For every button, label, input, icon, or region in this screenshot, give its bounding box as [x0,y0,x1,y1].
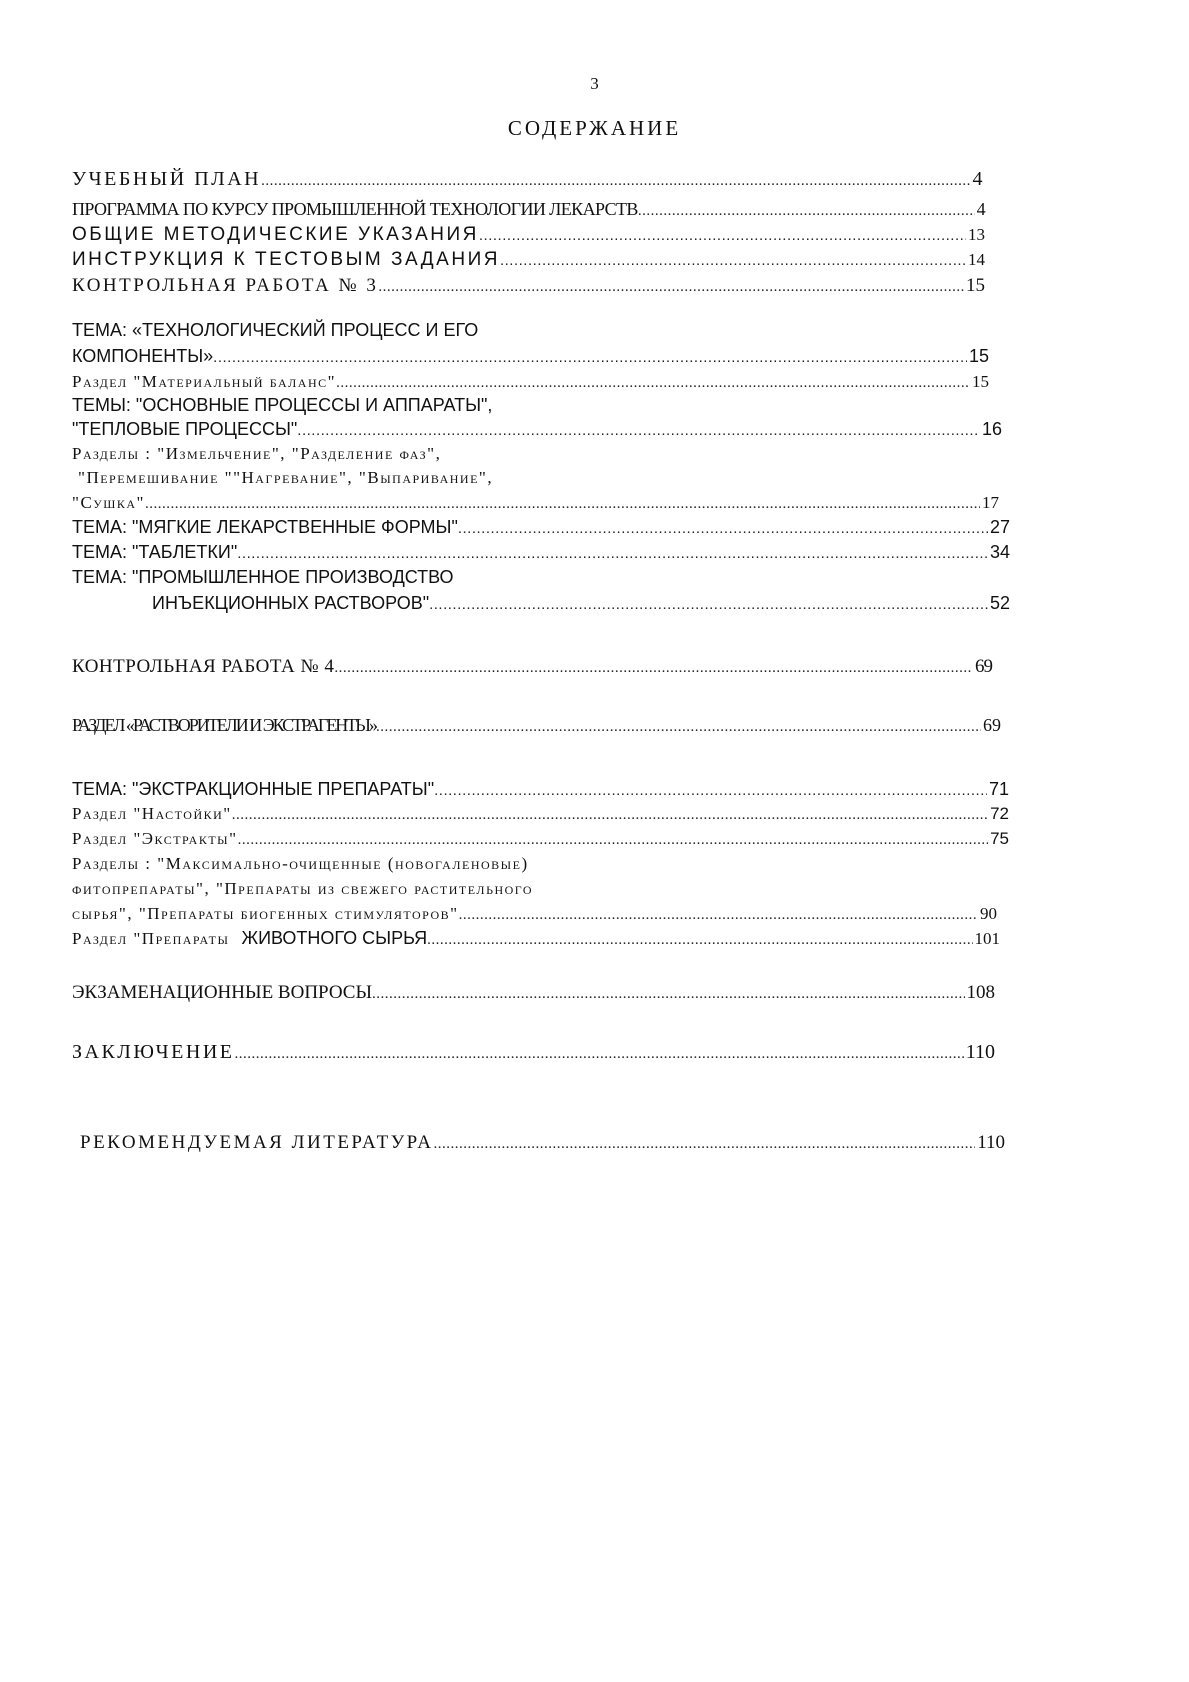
dot-leader [237,545,988,562]
toc-page-number: 15 [968,346,989,366]
toc-entry-label: РАЗДЕЛ «РАСТВОРИТЕЛИ И ЭКСТРАГЕНТЫ» [72,715,376,735]
toc-page-number: 16 [981,419,1002,439]
toc-entry-label: ТЕМА: "МЯГКИЕ ЛЕКАРСТВЕННЫЕ ФОРМЫ" [72,517,458,537]
toc-page-number: 4 [972,168,985,190]
dot-leader [479,227,966,244]
toc-entry-label: РЕКОМЕНДУЕМАЯ ЛИТЕРАТУРА [80,1132,434,1153]
toc-entry-kontrolnaya-3 [72,275,985,297]
toc-page-number: 4 [976,199,985,219]
dot-leader [261,173,970,190]
dot-leader [372,986,964,1003]
toc-entry-temy-osnovnye [72,419,1002,440]
toc-entry-razdel-material [72,372,989,392]
toc-entry-tema-inekc [152,593,1010,614]
dot-leader [429,596,988,613]
dot-leader [234,1046,963,1063]
toc-entry-literatura [80,1132,1005,1154]
toc-page-number: 72 [990,804,1009,823]
toc-page-number: 15 [966,275,985,296]
toc-page-number: 75 [990,829,1009,848]
toc-entry-label: ОБЩИЕ МЕТОДИЧЕСКИЕ УКАЗАНИЯ [72,224,479,245]
toc-entry-tema-tekhnolog-line1: ТЕМА: «ТЕХНОЛОГИЧЕСКИЙ ПРОЦЕСС И ЕГО [72,320,479,340]
page-title: СОДЕРЖАНИЕ [507,116,682,140]
toc-entry-label: ИНЪЕКЦИОННЫХ РАСТВОРОВ" [152,593,430,613]
toc-entry-tema-tekhnolog [72,346,989,367]
toc-page-number: 90 [980,904,997,923]
toc-entry-razdely-maks-line1: Разделы : "Максимально-очищенные (новогаленовые) [72,854,529,873]
dot-leader [638,203,975,220]
toc-entry-ekzamen [72,982,995,1004]
toc-entry-label: Раздел "Экстракты" [72,829,238,848]
toc-entry-label: сырья", "Препараты биогенных стимуляторов" [72,904,459,923]
dot-leader [427,932,972,949]
dot-leader [297,422,980,439]
toc-entry-label: Раздел "Настойки" [72,804,232,823]
toc-entry-obshchie [72,224,985,246]
toc-entry-tema-tabletki [72,542,1010,563]
toc-entry-label: ИНСТРУКЦИЯ К ТЕСТОВЫМ ЗАДАНИЯ [72,249,500,270]
toc-entry-zaklyuchenie [72,1041,995,1064]
toc-page-number: 108 [966,982,995,1003]
toc-entry-kontrolnaya-4 [72,656,992,678]
dot-leader [434,1136,976,1153]
toc-entry-temy-osnovnye-line1: ТЕМЫ: "ОСНОВНЫЕ ПРОЦЕССЫ И АППАРАТЫ", [72,395,493,415]
toc-entry-razdely-izmelch-line2: "Перемешивание ""Нагревание", "Выпаривание", [78,468,494,487]
toc-page-number: 17 [982,493,999,512]
toc-entry-label: "Сушка" [72,493,145,512]
toc-entry-label: ЗАКЛЮЧЕНИЕ [72,1041,235,1063]
toc-page-number: 27 [989,517,1010,537]
toc-entry-razdel-zhivotn [72,928,1000,949]
toc-page-number: 13 [968,225,985,244]
toc-entry-label: КОНТРОЛЬНАЯ РАБОТА № 3 [72,275,379,296]
toc-entry-label: Раздел "Препараты [72,929,230,948]
dot-leader [458,520,988,537]
toc-entry-tema-inekc-line1: ТЕМА: "ПРОМЫШЛЕННОЕ ПРОИЗВОДСТВО [72,567,454,587]
toc-entry-label: ТЕМА: "ЭКСТРАКЦИОННЫЕ ПРЕПАРАТЫ" [72,779,435,799]
toc-entry-razdely-maks [72,904,997,924]
toc-page-number: 69 [975,656,992,677]
dot-leader [334,660,973,677]
toc-entry-razdely-izmelch [72,493,999,513]
page-number: 3 [590,74,599,93]
dot-leader [459,907,978,924]
dot-leader [378,279,964,296]
toc-page-number: 34 [989,542,1010,562]
dot-leader [500,252,966,269]
dot-leader [336,375,970,392]
toc-entry-label: КОНТРОЛЬНАЯ РАБОТА № 4 [72,656,335,677]
dot-leader [145,496,980,513]
toc-entry-label: ТЕМА: "ТАБЛЕТКИ" [72,542,238,562]
dot-leader [376,719,981,736]
dot-leader [434,782,987,799]
toc-entry-uchebny-plan [72,168,985,191]
toc-entry-label: "ТЕПЛОВЫЕ ПРОЦЕССЫ" [72,419,298,439]
toc-entry-razdel-ekstrakty [72,829,1009,849]
toc-entry-tema-ekstrakc [72,779,1009,800]
toc-page-number: 101 [974,929,1000,948]
toc-entry-razdely-maks-line2: фитопрепараты", "Препараты из свежего растительного [72,879,534,898]
toc-page-number: 14 [968,250,985,269]
toc-entry-programma [72,199,985,220]
toc-entry-razdel-rastvor [72,715,1001,736]
toc-entry-label: ЭКЗАМЕНАЦИОННЫЕ ВОПРОСЫ [72,982,373,1003]
toc-entry-label: Раздел "Материальный баланс" [72,372,337,391]
toc-entry-razdel-nastoiki [72,804,1009,824]
toc-page-number: 71 [988,779,1009,799]
dot-leader [213,349,967,366]
toc-page-number: 110 [977,1132,1005,1153]
toc-entry-label: ПРОГРАММА ПО КУРСУ ПРОМЫШЛЕННОЙ ТЕХНОЛОГИИ ЛЕКАРСТВ [72,199,638,219]
dot-leader [238,832,988,849]
toc-entry-label: УЧЕБНЫЙ ПЛАН [72,168,262,190]
toc-entry-tema-myagkie [72,517,1010,538]
toc-page-number: 69 [983,715,1001,735]
toc-entry-label-b: ЖИВОТНОГО СЫРЬЯ [241,928,428,948]
toc-entry-label: КОМПОНЕНТЫ» [72,346,214,366]
toc-entry-razdely-izmelch-line1: Разделы : "Измельчение", "Разделение фаз", [72,444,442,463]
toc-entry-instrukciya [72,249,985,271]
toc-page-number: 52 [989,593,1010,613]
toc-page-number: 110 [965,1041,995,1063]
dot-leader [232,807,988,824]
toc-page-number: 15 [972,372,989,391]
